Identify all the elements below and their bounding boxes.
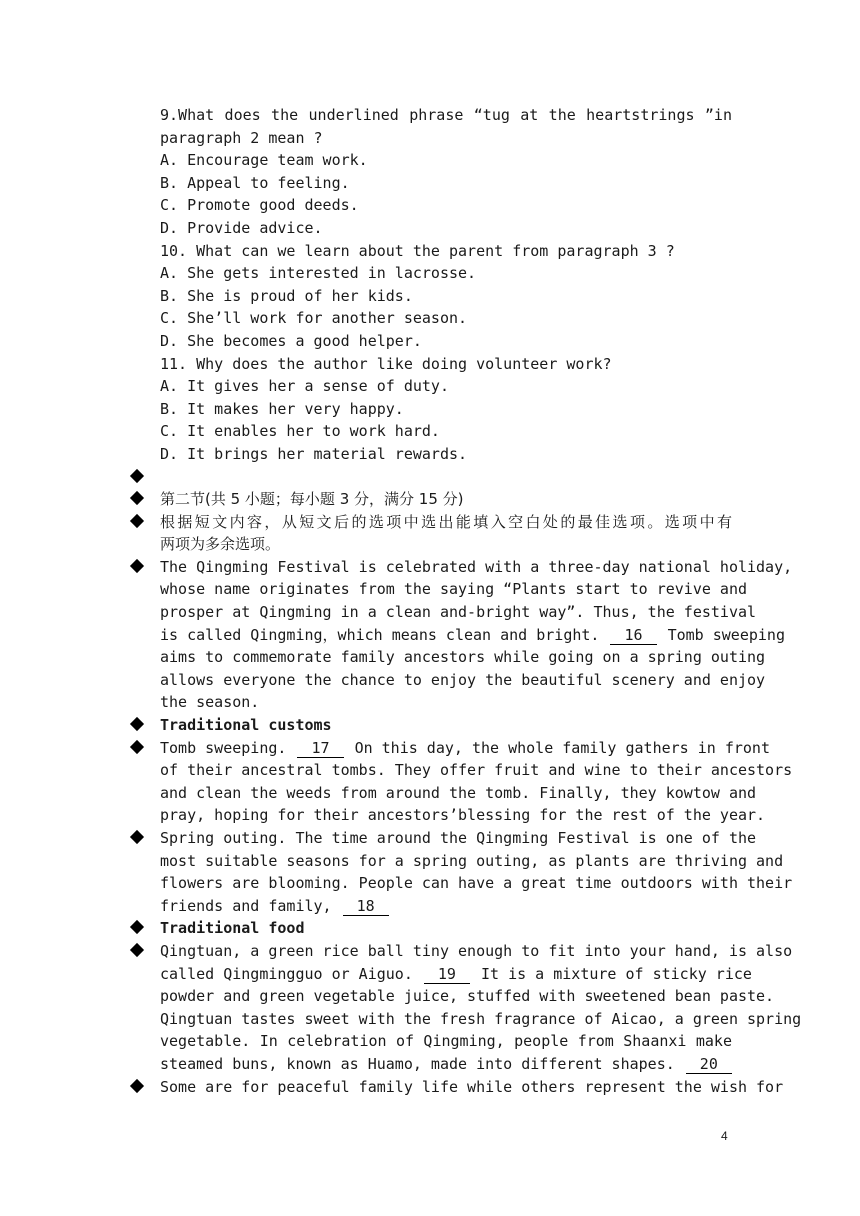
intro-text-after-blank: Tomb sweeping	[667, 625, 785, 644]
question-10-option-d: D. She becomes a good helper.	[160, 331, 422, 350]
food-line: vegetable. In celebration of Qingming, people from Shaanxi make	[160, 1032, 732, 1051]
question-9-option-a: A. Encourage team work.	[160, 151, 368, 170]
section-heading	[160, 488, 732, 511]
passage-intro-line: allows everyone the chance to enjoy the beautiful scenery and enjoy	[160, 670, 766, 689]
diamond-bullet-icon	[130, 920, 144, 934]
instructions-line-2: 两项为多余选项。	[160, 535, 281, 554]
question-9-option-c: C. Promote good deeds.	[160, 196, 359, 215]
question-9-line-2: paragraph 2 mean ?	[160, 128, 323, 147]
passage-intro-line: The Qingming Festival is celebrated with a three-day national holiday,	[160, 557, 793, 576]
section-heading-text: 第二节(共 5 小题；每小题 3 分，满分 15 分)	[160, 490, 464, 509]
tomb-line: and clean the weeds from around the tomb. Finally, they kowtow and	[160, 783, 757, 802]
question-10-stem: 10. What can we learn about the parent from paragraph 3 ?	[160, 241, 675, 260]
passage-intro-line: prosper at Qingming in a clean and-bright way”. Thus, the festival	[160, 603, 757, 622]
diamond-bullet-icon	[130, 740, 144, 754]
diamond-bullet-icon	[130, 559, 144, 573]
diamond-bullet-icon	[130, 468, 144, 482]
outing-line: flowers are blooming. People can have a great time outdoors with their	[160, 874, 793, 893]
blank-20: 20	[686, 1055, 732, 1074]
question-9-option-b: B. Appeal to feeling.	[160, 173, 350, 192]
tomb-line: pray, hoping for their ancestors’blessing for the rest of the year.	[160, 806, 766, 825]
food-paragraph	[160, 940, 802, 1076]
diamond-bullet-icon	[130, 514, 144, 528]
outing-line: Spring outing. The time around the Qingming Festival is one of the	[160, 829, 757, 847]
question-11-option-d: D. It brings her material rewards.	[160, 444, 468, 463]
passage-intro	[160, 556, 793, 714]
diamond-bullet-icon	[130, 717, 144, 731]
blank-18: 18	[343, 897, 389, 916]
passage-intro-line-with-blank	[160, 624, 785, 647]
food-line: Qingtuan tastes sweet with the fresh fragrance of Aicao, a green spring	[160, 1009, 802, 1028]
diamond-bullet-icon	[130, 491, 144, 505]
food-line-with-blank	[160, 1053, 732, 1076]
page-number: 4	[721, 1129, 728, 1143]
tomb-sweeping-paragraph	[160, 737, 793, 827]
question-10-option-b: B. She is proud of her kids.	[160, 286, 413, 305]
food-line: Qingtuan, a green rice ball tiny enough to fit into your hand, is also	[160, 941, 793, 960]
food-line-with-blank	[160, 963, 752, 986]
instructions-line-1: 根据短文内容，从短文后的选项中选出能填入空白处的最佳选项。选项中有	[160, 512, 732, 531]
blank-17: 17	[297, 739, 343, 758]
passage-intro-line: whose name originates from the saying “Plants start to revive and	[160, 580, 747, 599]
section-instructions	[160, 511, 732, 556]
question-9-option-d: D. Provide advice.	[160, 218, 323, 237]
spring-outing-paragraph	[160, 827, 793, 917]
food-line: powder and green vegetable juice, stuffed with sweetened bean paste.	[160, 987, 775, 1006]
outing-text-before-blank: friends and family,	[160, 896, 332, 915]
blank-16: 16	[610, 626, 656, 645]
food-text-before-blank: called Qingmingguo or Aiguo.	[160, 964, 413, 983]
tomb-line-with-blank	[160, 737, 770, 760]
tomb-text-after-blank: On this day, the whole family gathers in front	[354, 738, 770, 757]
question-11-stem: 11. Why does the author like doing volunteer work?	[160, 354, 612, 373]
customs-heading	[160, 714, 732, 737]
last-line-text: Some are for peaceful family life while others represent the wish for	[160, 1077, 784, 1096]
outing-line-with-blank	[160, 895, 732, 918]
question-10-option-c: C. She’ll work for another season.	[160, 309, 468, 328]
empty-bullet-line	[160, 466, 732, 489]
diamond-bullet-icon	[130, 943, 144, 957]
last-paragraph-line	[160, 1076, 784, 1099]
question-11-option-b: B. It makes her very happy.	[160, 399, 404, 418]
customs-heading-text: Traditional customs	[160, 716, 332, 735]
passage-intro-line: the season.	[160, 693, 260, 712]
tomb-text-before-blank: Tomb sweeping.	[160, 738, 287, 757]
outing-line: most suitable seasons for a spring outing, as plants are thriving and	[160, 851, 784, 870]
food-heading-text: Traditional food	[160, 919, 305, 938]
passage-intro-line: aims to commemorate family ancestors while going on a spring outing	[160, 648, 766, 667]
tomb-line: of their ancestral tombs. They offer fruit and wine to their ancestors	[160, 761, 793, 780]
question-9-line-1: 9.What does the underlined phrase “tug at the heartstrings ”in	[160, 106, 732, 124]
food-last-text-before-blank: steamed buns, known as Huamo, made into different shapes.	[160, 1054, 675, 1073]
question-11-option-c: C. It enables her to work hard.	[160, 422, 440, 441]
intro-text-before-blank: is called Qingming，which means clean and bright.	[160, 625, 600, 644]
diamond-bullet-icon	[130, 1078, 144, 1092]
diamond-bullet-icon	[130, 830, 144, 844]
question-10-option-a: A. She gets interested in lacrosse.	[160, 264, 477, 283]
blank-19: 19	[424, 965, 470, 984]
food-text-after-blank: It is a mixture of sticky rice	[481, 964, 752, 983]
question-11-option-a: A. It gives her a sense of duty.	[160, 377, 449, 396]
page-content	[160, 104, 802, 1098]
food-heading	[160, 917, 732, 940]
